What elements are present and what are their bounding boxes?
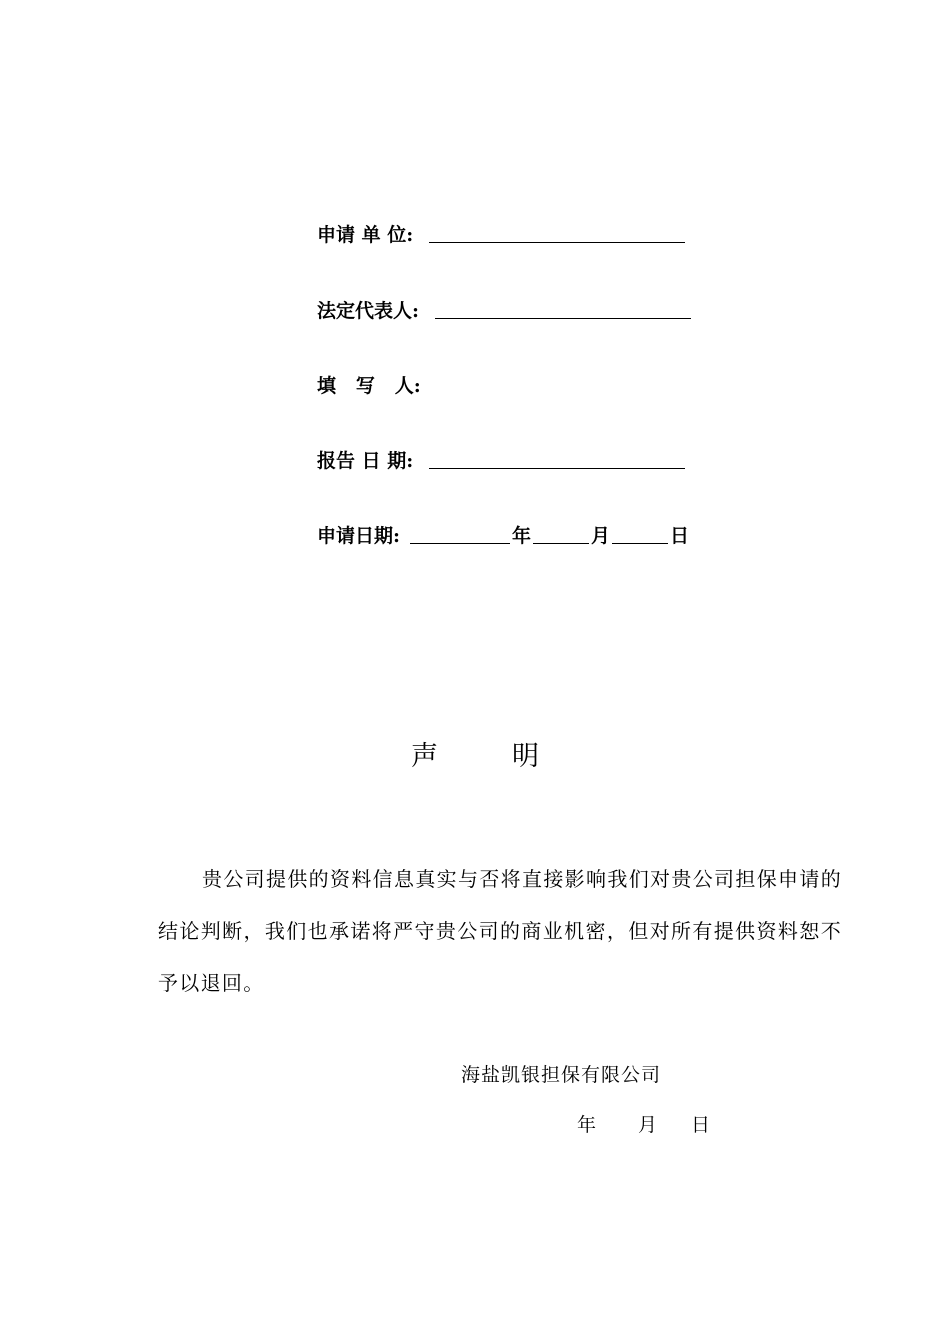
signature-day-unit: 日 bbox=[691, 1114, 711, 1136]
report-date-row bbox=[317, 444, 685, 474]
signature-month-unit: 月 bbox=[638, 1114, 658, 1136]
filler-row bbox=[317, 369, 421, 399]
applicant-label: 申请 单 位: bbox=[317, 223, 414, 246]
filler-label: 填 写 人: bbox=[317, 374, 421, 397]
company-name: 海盐凯银担保有限公司 bbox=[461, 1064, 662, 1086]
applicant-field-line[interactable] bbox=[429, 224, 685, 243]
signature-date bbox=[577, 1110, 710, 1137]
declaration-title bbox=[0, 734, 950, 773]
apply-day-unit: 日 bbox=[670, 524, 690, 547]
apply-year-unit: 年 bbox=[512, 524, 532, 547]
apply-month-field-line[interactable] bbox=[533, 525, 589, 544]
apply-month-unit: 月 bbox=[591, 524, 611, 547]
legal-rep-label: 法定代表人: bbox=[317, 299, 420, 322]
declaration-title-part2: 明 bbox=[512, 741, 539, 772]
apply-date-row bbox=[317, 519, 691, 549]
applicant-row bbox=[317, 218, 685, 248]
legal-rep-row bbox=[317, 294, 691, 324]
apply-year-field-line[interactable] bbox=[410, 525, 510, 544]
apply-day-field-line[interactable] bbox=[612, 525, 668, 544]
report-date-label: 报告 日 期: bbox=[317, 449, 414, 472]
legal-rep-field-line[interactable] bbox=[435, 300, 691, 319]
apply-date-label: 申请日期: bbox=[317, 524, 401, 547]
signature-year-unit: 年 bbox=[577, 1114, 597, 1136]
declaration-title-part1: 声 bbox=[411, 741, 438, 772]
report-date-field-line[interactable] bbox=[429, 450, 685, 469]
declaration-body: 贵公司提供的资料信息真实与否将直接影响我们对贵公司担保申请的结论判断，我们也承诺将严守贵公司的商业机密，但对所有提供资料恕不予以退回。 bbox=[158, 867, 842, 995]
